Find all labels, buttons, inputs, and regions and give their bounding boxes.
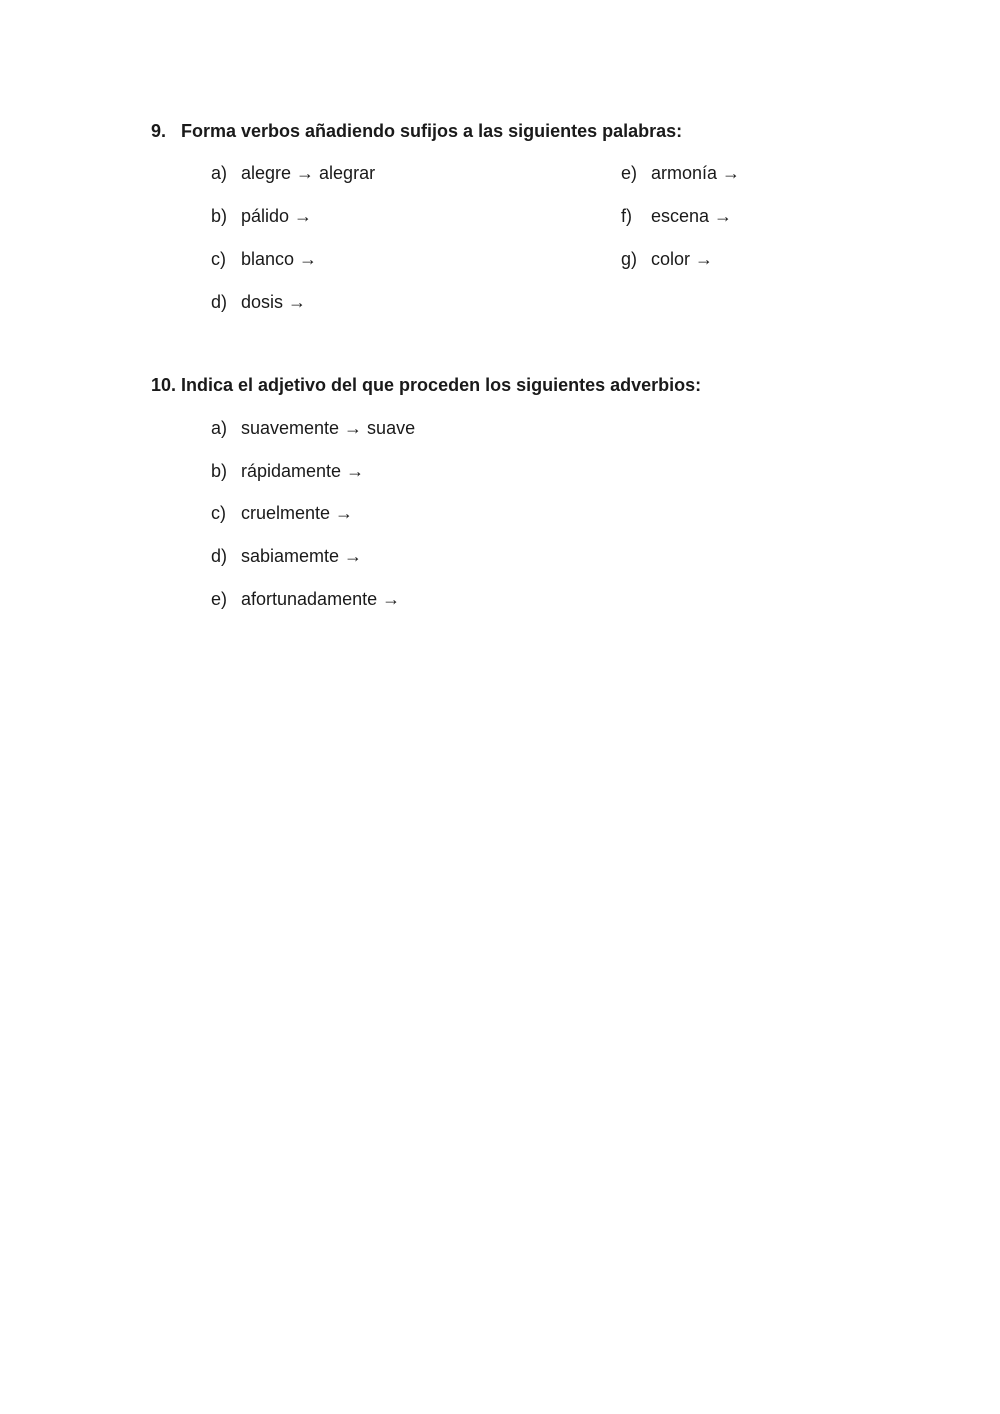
question-number: 9.: [151, 121, 167, 141]
question-text: Forma verbos añadiendo sufijos a las siguientes palabras:: [181, 121, 683, 141]
item-text: afortunadamente →: [241, 589, 401, 609]
q9-item-f: [621, 206, 732, 227]
q9-item-e: [621, 163, 740, 184]
item-letter: c): [211, 249, 226, 269]
q9-item-d: [211, 292, 306, 313]
item-text: dosis →: [241, 292, 307, 312]
item-letter: b): [211, 206, 228, 226]
q9-item-c: [211, 249, 317, 270]
item-letter: g): [621, 249, 638, 269]
item-letter: b): [211, 461, 228, 481]
item-letter: e): [621, 163, 638, 183]
item-text: escena →: [651, 206, 733, 226]
item-letter: a): [211, 418, 228, 438]
item-text: sabiamemte →: [241, 546, 363, 566]
item-letter: c): [211, 503, 226, 523]
q9-item-a: [211, 163, 375, 184]
question-9-heading: [151, 121, 682, 142]
q10-item-c: [211, 503, 353, 524]
item-text: cruelmente →: [241, 503, 354, 523]
item-letter: d): [211, 546, 228, 566]
item-text: rápidamente →: [241, 461, 365, 481]
q10-item-a: [211, 418, 415, 439]
question-number: 10.: [151, 375, 177, 395]
item-letter: a): [211, 163, 228, 183]
item-letter: d): [211, 292, 228, 312]
q9-item-b: [211, 206, 312, 227]
item-letter: e): [211, 589, 228, 609]
item-text: blanco →: [241, 249, 318, 269]
q9-item-g: [621, 249, 713, 270]
q10-item-e: [211, 589, 400, 610]
item-text: suavemente → suave: [241, 418, 416, 438]
item-text: alegre → alegrar: [241, 163, 376, 183]
item-letter: f): [621, 206, 632, 226]
item-text: armonía →: [651, 163, 741, 183]
q10-item-d: [211, 546, 362, 567]
question-10-heading: [151, 375, 701, 396]
item-text: pálido →: [241, 206, 313, 226]
question-text: Indica el adjetivo del que proceden los siguientes adverbios:: [181, 375, 702, 395]
item-text: color →: [651, 249, 714, 269]
q10-item-b: [211, 461, 364, 482]
